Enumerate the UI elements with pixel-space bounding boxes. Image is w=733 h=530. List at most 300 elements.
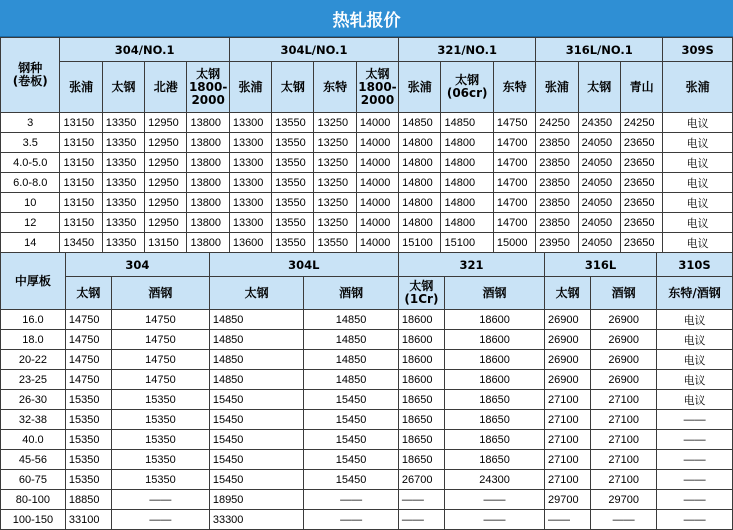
price-cell: 29700 bbox=[545, 490, 591, 510]
price-cell: 13350 bbox=[102, 193, 144, 213]
price-cell: 23650 bbox=[620, 153, 662, 173]
price-cell: 26700 bbox=[398, 470, 444, 490]
table-row bbox=[1, 153, 733, 173]
price-cell: 14750 bbox=[65, 350, 111, 370]
grade-header: 310S bbox=[657, 253, 733, 277]
price-cell: 13300 bbox=[229, 113, 271, 133]
thickness-label: 60-75 bbox=[1, 470, 66, 490]
price-cell: 18600 bbox=[398, 330, 444, 350]
mill-header bbox=[663, 62, 733, 113]
sheet-title: 热轧报价 bbox=[0, 0, 733, 37]
price-cell: 14850 bbox=[304, 330, 399, 350]
price-cell: —— bbox=[545, 510, 591, 530]
price-cell: 14800 bbox=[441, 173, 493, 193]
price-cell: —— bbox=[657, 410, 733, 430]
column-header-line: 1800- bbox=[358, 79, 397, 94]
price-cell: 18650 bbox=[398, 390, 444, 410]
price-cell: 15350 bbox=[112, 450, 210, 470]
price-cell: 13350 bbox=[102, 153, 144, 173]
price-cell: 14850 bbox=[441, 113, 493, 133]
price-cell: 15450 bbox=[209, 410, 304, 430]
price-cell: 电议 bbox=[663, 173, 733, 193]
price-cell: 电议 bbox=[657, 330, 733, 350]
price-cell: 电议 bbox=[657, 370, 733, 390]
column-header-line: (06cr) bbox=[446, 86, 488, 100]
grade-header: 316L bbox=[545, 253, 657, 277]
price-cell: 26900 bbox=[545, 350, 591, 370]
column-header-line: 青山 bbox=[629, 79, 654, 94]
price-cell: 13250 bbox=[314, 193, 356, 213]
price-cell: 13550 bbox=[272, 133, 314, 153]
price-cell: 14800 bbox=[441, 193, 493, 213]
price-cell: 27100 bbox=[591, 450, 657, 470]
price-cell: 14000 bbox=[356, 213, 398, 233]
price-cell: 14750 bbox=[112, 350, 210, 370]
price-cell: 23650 bbox=[620, 133, 662, 153]
price-cell: 13550 bbox=[272, 153, 314, 173]
price-cell: 27100 bbox=[591, 410, 657, 430]
price-cell: 23850 bbox=[536, 133, 578, 153]
price-cell: 12950 bbox=[145, 173, 187, 193]
price-cell: 15350 bbox=[65, 430, 111, 450]
table-row bbox=[1, 390, 733, 410]
price-cell: 14850 bbox=[304, 310, 399, 330]
column-header-line: 张浦 bbox=[407, 79, 432, 94]
mill-header bbox=[60, 62, 102, 113]
price-cell: 23950 bbox=[536, 233, 578, 253]
column-header-line: 太钢 bbox=[365, 66, 390, 81]
price-cell: 18650 bbox=[398, 410, 444, 430]
price-cell: 12950 bbox=[145, 213, 187, 233]
column-header-line: 太钢 bbox=[587, 79, 612, 94]
column-header-line: 太钢 bbox=[76, 285, 101, 300]
mill-header bbox=[229, 62, 271, 113]
price-cell: 23650 bbox=[620, 173, 662, 193]
price-cell: 18650 bbox=[445, 410, 545, 430]
grade-header: 321 bbox=[398, 253, 544, 277]
price-cell: 13350 bbox=[102, 213, 144, 233]
price-cell: 13300 bbox=[229, 173, 271, 193]
price-cell: 14800 bbox=[399, 153, 441, 173]
table-row bbox=[1, 213, 733, 233]
price-cell: 14800 bbox=[399, 213, 441, 233]
price-cell: 27100 bbox=[545, 410, 591, 430]
price-cell: 电议 bbox=[663, 113, 733, 133]
column-header-line: 太钢 bbox=[196, 66, 221, 81]
price-cell: 33300 bbox=[209, 510, 304, 530]
column-header-line: 张浦 bbox=[238, 79, 263, 94]
column-header-line: 酒钢 bbox=[482, 285, 507, 300]
price-cell: 电议 bbox=[663, 213, 733, 233]
price-cell: 24050 bbox=[578, 213, 620, 233]
price-cell: 13550 bbox=[272, 213, 314, 233]
price-cell: 15350 bbox=[65, 470, 111, 490]
grade-header: 309S bbox=[663, 38, 733, 62]
price-cell: 14000 bbox=[356, 113, 398, 133]
grade-header: 304L bbox=[209, 253, 398, 277]
mill-header bbox=[145, 62, 187, 113]
row-header-steel-grade bbox=[1, 38, 60, 113]
table-row bbox=[1, 490, 733, 510]
table-row bbox=[1, 133, 733, 153]
price-cell: 24050 bbox=[578, 233, 620, 253]
price-cell: 26900 bbox=[545, 370, 591, 390]
column-header-line: 张浦 bbox=[544, 79, 569, 94]
column-header-line: 北港 bbox=[153, 79, 178, 94]
price-cell: 14700 bbox=[493, 193, 535, 213]
thickness-label: 6.0-8.0 bbox=[1, 173, 60, 193]
price-cell: 18650 bbox=[445, 450, 545, 470]
price-cell: —— bbox=[657, 470, 733, 490]
price-cell: 13450 bbox=[60, 233, 102, 253]
price-cell: 33100 bbox=[65, 510, 111, 530]
thickness-label: 14 bbox=[1, 233, 60, 253]
table-row bbox=[1, 350, 733, 370]
price-cell: 26900 bbox=[591, 330, 657, 350]
mill-header bbox=[187, 62, 229, 113]
price-cell: 26900 bbox=[545, 310, 591, 330]
price-cell: 13350 bbox=[102, 113, 144, 133]
price-cell: —— bbox=[304, 490, 399, 510]
price-cell: 23650 bbox=[620, 213, 662, 233]
price-cell: 13350 bbox=[102, 133, 144, 153]
price-cell: 27100 bbox=[545, 450, 591, 470]
price-cell: 14750 bbox=[493, 113, 535, 133]
column-header-line: 东特 bbox=[502, 79, 527, 94]
price-cell: 14800 bbox=[441, 133, 493, 153]
mill-header bbox=[112, 277, 210, 310]
mill-header bbox=[591, 277, 657, 310]
price-cell: 24300 bbox=[445, 470, 545, 490]
price-cell: 13250 bbox=[314, 153, 356, 173]
price-cell: 14750 bbox=[112, 330, 210, 350]
mill-header bbox=[620, 62, 662, 113]
price-cell: 13350 bbox=[102, 233, 144, 253]
price-cell: 电议 bbox=[663, 133, 733, 153]
price-cell: 13550 bbox=[314, 233, 356, 253]
column-header-line: 1800- bbox=[188, 79, 228, 94]
price-cell: 14750 bbox=[112, 310, 210, 330]
price-cell: —— bbox=[445, 510, 545, 530]
price-cell: —— bbox=[398, 510, 444, 530]
price-cell: 13150 bbox=[145, 233, 187, 253]
price-cell: 14850 bbox=[209, 350, 304, 370]
price-cell: 14750 bbox=[65, 330, 111, 350]
price-cell: 15450 bbox=[209, 470, 304, 490]
price-cell: 14700 bbox=[493, 173, 535, 193]
price-cell: 24350 bbox=[578, 113, 620, 133]
column-header-line: 张浦 bbox=[69, 79, 94, 94]
mill-header bbox=[398, 277, 444, 310]
table-row bbox=[1, 173, 733, 193]
price-cell: 26900 bbox=[591, 370, 657, 390]
price-cell: —— bbox=[112, 510, 210, 530]
price-cell: 13550 bbox=[272, 173, 314, 193]
price-cell: 14750 bbox=[112, 370, 210, 390]
medium-plate-table bbox=[0, 252, 733, 530]
column-header-line: 酒钢 bbox=[339, 285, 364, 300]
mill-header bbox=[272, 62, 314, 113]
column-header-line: 太钢 bbox=[280, 79, 305, 94]
mill-header bbox=[209, 277, 304, 310]
thickness-label: 16.0 bbox=[1, 310, 66, 330]
price-cell: 15450 bbox=[304, 450, 399, 470]
table-row bbox=[1, 193, 733, 213]
price-cell: 15450 bbox=[304, 430, 399, 450]
price-cell: 15350 bbox=[65, 390, 111, 410]
price-cell: 18600 bbox=[445, 330, 545, 350]
price-cell: 24250 bbox=[536, 113, 578, 133]
price-cell: 13150 bbox=[60, 153, 102, 173]
price-cell: 15350 bbox=[65, 450, 111, 470]
table-row bbox=[1, 430, 733, 450]
price-cell: 18600 bbox=[398, 310, 444, 330]
price-cell: —— bbox=[304, 510, 399, 530]
price-cell: 15450 bbox=[209, 390, 304, 410]
hot-rolled-table bbox=[0, 37, 733, 253]
price-cell: 13300 bbox=[229, 153, 271, 173]
thickness-label: 12 bbox=[1, 213, 60, 233]
price-cell: 18650 bbox=[445, 430, 545, 450]
price-cell: 14000 bbox=[356, 233, 398, 253]
column-header-line: 太钢 bbox=[409, 279, 434, 293]
price-cell: —— bbox=[657, 450, 733, 470]
price-cell: 18600 bbox=[445, 350, 545, 370]
price-cell: 15350 bbox=[112, 390, 210, 410]
thickness-label: 3.5 bbox=[1, 133, 60, 153]
mill-header bbox=[657, 277, 733, 310]
column-header-line: 太钢 bbox=[455, 73, 480, 87]
price-cell: 14850 bbox=[304, 370, 399, 390]
price-cell: 27100 bbox=[545, 470, 591, 490]
mill-header bbox=[493, 62, 535, 113]
price-cell: 26900 bbox=[591, 310, 657, 330]
price-cell: —— bbox=[591, 510, 657, 530]
price-cell: 13550 bbox=[272, 193, 314, 213]
price-cell: 12950 bbox=[145, 133, 187, 153]
price-cell: 24050 bbox=[578, 153, 620, 173]
price-cell: 14750 bbox=[65, 310, 111, 330]
table-row bbox=[1, 233, 733, 253]
price-cell: 13150 bbox=[60, 173, 102, 193]
price-cell: 29700 bbox=[591, 490, 657, 510]
price-cell: 13150 bbox=[60, 193, 102, 213]
price-cell: 13150 bbox=[60, 113, 102, 133]
price-cell: —— bbox=[657, 510, 733, 530]
price-cell: —— bbox=[657, 490, 733, 510]
price-cell: 15350 bbox=[65, 410, 111, 430]
price-cell: 24250 bbox=[620, 113, 662, 133]
price-cell: 18650 bbox=[398, 430, 444, 450]
price-cell: 15450 bbox=[304, 410, 399, 430]
price-cell: 15350 bbox=[112, 430, 210, 450]
price-cell: 26900 bbox=[545, 330, 591, 350]
price-cell: —— bbox=[445, 490, 545, 510]
column-header-line: 2000 bbox=[191, 92, 225, 107]
price-cell: 13350 bbox=[102, 173, 144, 193]
column-header-line: 东特/酒钢 bbox=[668, 285, 721, 300]
mill-header bbox=[441, 62, 493, 113]
price-cell: 15450 bbox=[304, 470, 399, 490]
table-row bbox=[1, 113, 733, 133]
price-cell: 13150 bbox=[60, 133, 102, 153]
mill-header bbox=[65, 277, 111, 310]
price-cell: 14800 bbox=[399, 193, 441, 213]
price-cell: 13250 bbox=[314, 173, 356, 193]
price-cell: 24050 bbox=[578, 173, 620, 193]
price-cell: 14850 bbox=[399, 113, 441, 133]
price-cell: 13800 bbox=[187, 193, 229, 213]
price-cell: 14800 bbox=[399, 173, 441, 193]
price-cell: 13150 bbox=[60, 213, 102, 233]
price-cell: 15100 bbox=[441, 233, 493, 253]
price-cell: 13250 bbox=[314, 213, 356, 233]
price-cell: 27100 bbox=[591, 430, 657, 450]
thickness-label: 20-22 bbox=[1, 350, 66, 370]
thickness-label: 3 bbox=[1, 113, 60, 133]
column-header-line: 东特 bbox=[323, 79, 348, 94]
price-cell: 13300 bbox=[229, 213, 271, 233]
column-header-line: 钢种 bbox=[18, 61, 43, 75]
price-cell: 电议 bbox=[657, 350, 733, 370]
column-header-line: 2000 bbox=[360, 92, 395, 107]
row-header-medium-plate: 中厚板 bbox=[1, 253, 66, 310]
price-cell: 12950 bbox=[145, 113, 187, 133]
table-row bbox=[1, 470, 733, 490]
price-cell: 27100 bbox=[591, 470, 657, 490]
price-cell: 14000 bbox=[356, 133, 398, 153]
price-cell: 24050 bbox=[578, 133, 620, 153]
mill-header bbox=[399, 62, 441, 113]
price-cell: 14800 bbox=[399, 133, 441, 153]
price-cell: 27100 bbox=[591, 390, 657, 410]
grade-header: 321/NO.1 bbox=[399, 38, 536, 62]
thickness-label: 23-25 bbox=[1, 370, 66, 390]
price-cell: 14850 bbox=[209, 370, 304, 390]
thickness-label: 26-30 bbox=[1, 390, 66, 410]
grade-header: 316L/NO.1 bbox=[536, 38, 663, 62]
price-cell: 14000 bbox=[356, 173, 398, 193]
price-cell: 24050 bbox=[578, 193, 620, 213]
price-cell: 18600 bbox=[398, 370, 444, 390]
thickness-label: 18.0 bbox=[1, 330, 66, 350]
price-cell: 13250 bbox=[314, 133, 356, 153]
thickness-label: 4.0-5.0 bbox=[1, 153, 60, 173]
column-header-line: 酒钢 bbox=[148, 285, 173, 300]
price-cell: 23850 bbox=[536, 173, 578, 193]
grade-header: 304 bbox=[65, 253, 209, 277]
price-cell: 18650 bbox=[445, 390, 545, 410]
price-cell: —— bbox=[112, 490, 210, 510]
price-cell: 14800 bbox=[441, 153, 493, 173]
price-cell: 15450 bbox=[304, 390, 399, 410]
thickness-label: 80-100 bbox=[1, 490, 66, 510]
column-header-line: 太钢 bbox=[555, 285, 580, 300]
thickness-label: 10 bbox=[1, 193, 60, 213]
price-cell: 15350 bbox=[112, 470, 210, 490]
price-cell: 14700 bbox=[493, 153, 535, 173]
mill-header bbox=[304, 277, 399, 310]
price-cell: 23850 bbox=[536, 153, 578, 173]
price-cell: 18600 bbox=[445, 370, 545, 390]
price-cell: 26900 bbox=[591, 350, 657, 370]
price-cell: 15100 bbox=[399, 233, 441, 253]
price-cell: 14850 bbox=[209, 330, 304, 350]
price-cell: 14750 bbox=[65, 370, 111, 390]
price-cell: 18950 bbox=[209, 490, 304, 510]
price-cell: 13800 bbox=[187, 213, 229, 233]
price-cell: 13800 bbox=[187, 173, 229, 193]
price-cell: 23850 bbox=[536, 193, 578, 213]
mill-header bbox=[314, 62, 356, 113]
price-cell: 15000 bbox=[493, 233, 535, 253]
price-cell: 电议 bbox=[657, 310, 733, 330]
price-cell: 15350 bbox=[112, 410, 210, 430]
mill-header bbox=[578, 62, 620, 113]
price-cell: 13800 bbox=[187, 133, 229, 153]
mill-header bbox=[545, 277, 591, 310]
grade-header: 304L/NO.1 bbox=[229, 38, 398, 62]
price-cell: —— bbox=[398, 490, 444, 510]
price-cell: 13800 bbox=[187, 153, 229, 173]
price-cell: 电议 bbox=[663, 233, 733, 253]
table-row bbox=[1, 410, 733, 430]
grade-header: 304/NO.1 bbox=[60, 38, 229, 62]
mill-header bbox=[102, 62, 144, 113]
price-cell: 13550 bbox=[272, 113, 314, 133]
column-header-line: 太钢 bbox=[244, 285, 269, 300]
price-cell: 电议 bbox=[663, 193, 733, 213]
price-cell: 14000 bbox=[356, 193, 398, 213]
price-cell: 27100 bbox=[545, 390, 591, 410]
price-cell: 电议 bbox=[663, 153, 733, 173]
mill-header bbox=[445, 277, 545, 310]
column-header-line: (1Cr) bbox=[404, 292, 439, 306]
thickness-label: 40.0 bbox=[1, 430, 66, 450]
price-cell: 14800 bbox=[441, 213, 493, 233]
price-cell: 13800 bbox=[187, 113, 229, 133]
price-cell: 23850 bbox=[536, 213, 578, 233]
price-cell: 13300 bbox=[229, 133, 271, 153]
price-cell: 18600 bbox=[398, 350, 444, 370]
column-header-line: (卷板) bbox=[12, 74, 48, 88]
thickness-label: 100-150 bbox=[1, 510, 66, 530]
price-cell: 12950 bbox=[145, 153, 187, 173]
column-header-line: 太钢 bbox=[111, 79, 136, 94]
price-cell: 14850 bbox=[209, 310, 304, 330]
price-cell: 18850 bbox=[65, 490, 111, 510]
price-cell: 14000 bbox=[356, 153, 398, 173]
column-header-line: 酒钢 bbox=[611, 285, 636, 300]
table-row bbox=[1, 450, 733, 470]
price-cell: 13550 bbox=[272, 233, 314, 253]
price-cell: 14700 bbox=[493, 133, 535, 153]
price-cell: 18650 bbox=[398, 450, 444, 470]
table-row bbox=[1, 310, 733, 330]
price-cell: 13300 bbox=[229, 193, 271, 213]
price-cell: 23650 bbox=[620, 193, 662, 213]
thickness-label: 32-38 bbox=[1, 410, 66, 430]
price-cell: 电议 bbox=[657, 390, 733, 410]
price-cell: 13800 bbox=[187, 233, 229, 253]
price-cell: 15450 bbox=[209, 450, 304, 470]
price-cell: 13250 bbox=[314, 113, 356, 133]
column-header-line: 张浦 bbox=[685, 79, 710, 94]
mill-header bbox=[536, 62, 578, 113]
price-cell: —— bbox=[657, 430, 733, 450]
price-cell: 14850 bbox=[304, 350, 399, 370]
table-row bbox=[1, 330, 733, 350]
